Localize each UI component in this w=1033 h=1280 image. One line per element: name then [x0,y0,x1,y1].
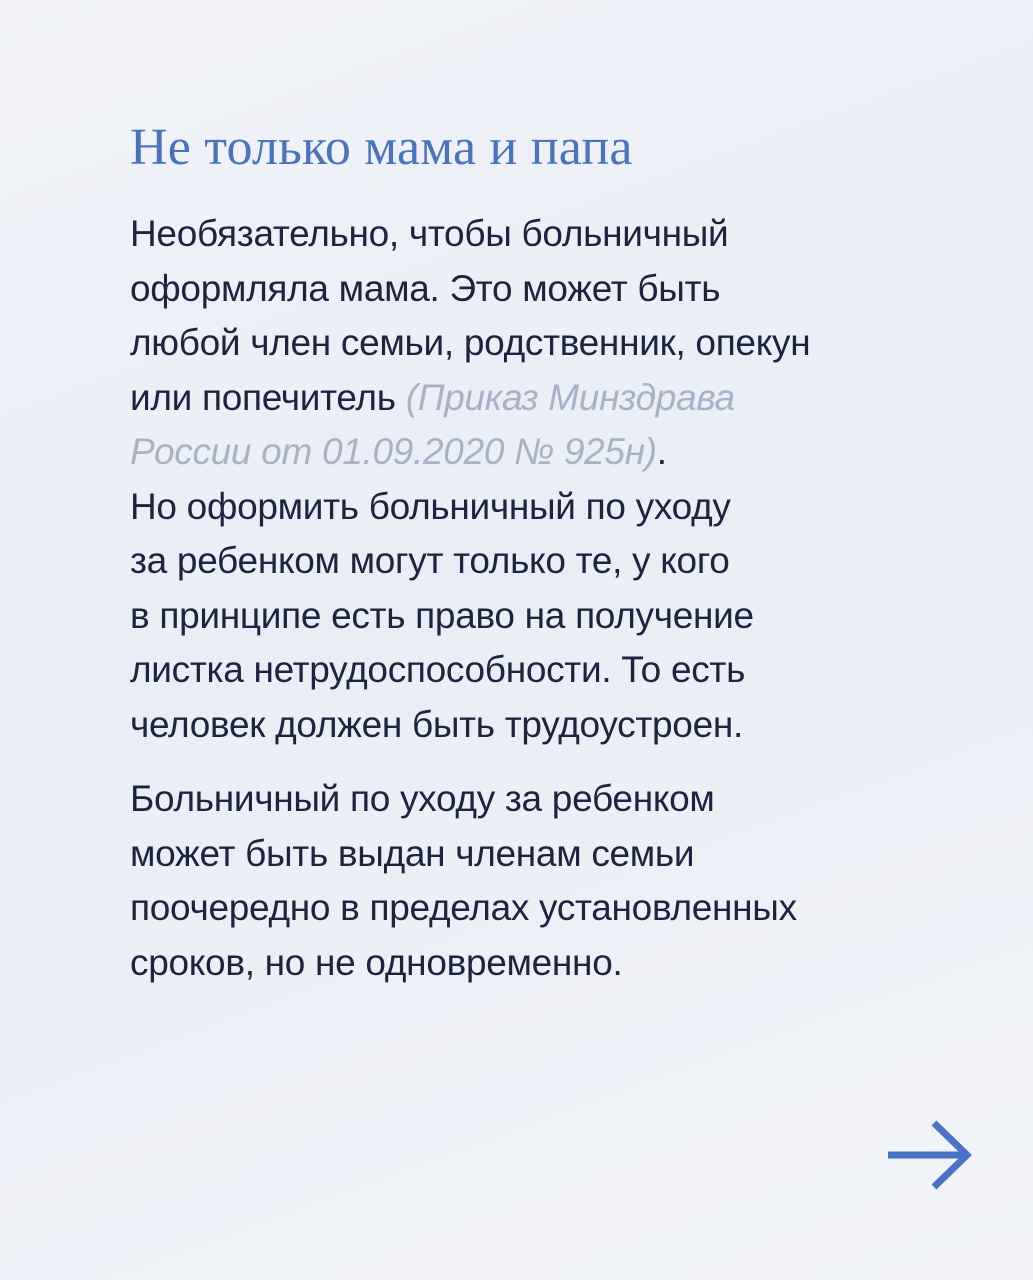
paragraph-1-line: за ребенком могут только те, у кого [130,540,730,581]
paragraph-1-line-with-reference [130,371,980,426]
arrow-right-icon[interactable] [884,1118,974,1192]
paragraph-1-line: листка нетрудоспособности. То есть [130,649,746,690]
paragraph-2-line: поочередно в пределах установленных [130,887,797,928]
paragraph-1 [130,207,980,752]
paragraph-2-line: Больничный по уходу за ребенком [130,778,715,819]
paragraph-1-line: в принципе есть право на получение [130,594,754,636]
paragraph-2-line: может быть выдан членам семьи [130,832,695,874]
paragraph-1-line: любой член семьи, родственник, опекун [130,322,811,363]
paragraph-1-line: Но оформить больничный по уходу [130,485,731,527]
paragraph-2 [130,772,980,990]
slide-title: Не только мама и папа [130,119,633,176]
paragraph-1-line: Необязательно, чтобы больничный [130,213,729,254]
paragraph-1-text: или попечитель [130,376,406,418]
paragraph-1-line: человек должен быть трудоустроен. [130,703,743,745]
paragraph-1-text: . [656,431,667,472]
paragraph-1-line-with-reference [130,425,980,480]
legal-reference: (Приказ Минздрава [405,376,735,418]
paragraph-1-line: оформляла мама. Это может быть [130,267,721,309]
paragraph-2-line: сроков, но не одновременно. [130,941,623,983]
legal-reference: России от 01.09.2020 № 925н) [130,431,657,472]
